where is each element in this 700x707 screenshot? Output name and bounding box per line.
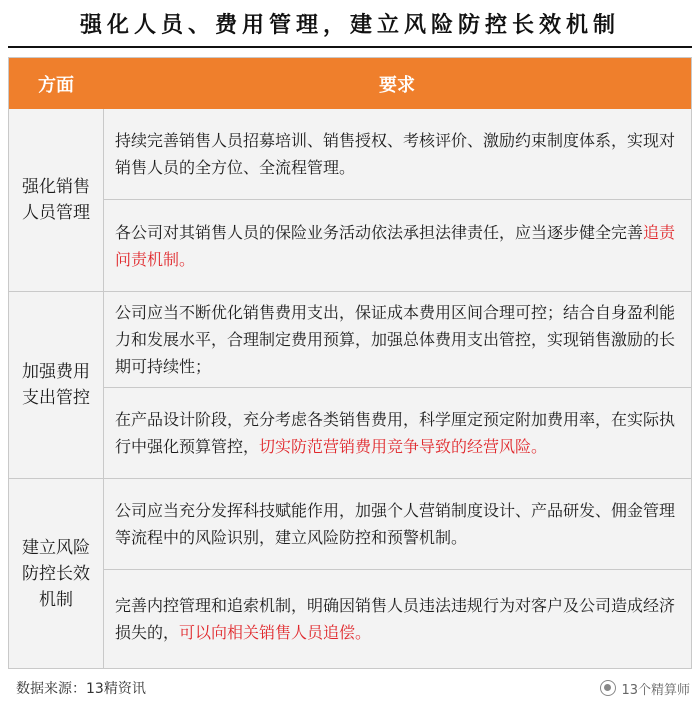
requirement-text: 公司应当充分发挥科技赋能作用，加强个人营销制度设计、产品研发、佣金管理等流程中的风险识别，建立风险防控和预警机制。 xyxy=(115,501,676,547)
requirement-text: 在产品设计阶段，充分考虑各类销售费用，科学厘定预定附加费用率，在实际执行中强化预算管控， xyxy=(115,410,676,456)
brand-watermark xyxy=(600,673,690,703)
requirement-text: 公司应当不断优化销售费用支出，保证成本费用区间合理可控；结合自身盈利能力和发展水平，合理制定费用预算，加强总体费用支出管控，实现销售激励的长期可持续性； xyxy=(115,303,676,376)
requirements-table xyxy=(8,57,692,669)
requirement-text: 持续完善销售人员招募培训、销售授权、考核评价、激励约束制度体系，实现对销售人员的全方位、全流程管理。 xyxy=(115,131,676,177)
title-underline xyxy=(8,46,692,48)
requirement-highlight: 追责问责机制。 xyxy=(115,222,676,269)
header-aspect: 方面 xyxy=(38,74,74,96)
requirement-highlight: 切实防范营销费用竞争导致的经营风险。 xyxy=(259,437,548,456)
aspect-cell-expense: 加强费用支出管控 xyxy=(22,362,90,408)
header-requirement: 要求 xyxy=(379,74,415,96)
requirement-text: 完善内控管理和追索机制，明确因销售人员违法违规行为对客户及公司造成经济损失的， xyxy=(115,596,676,642)
requirement-text: 各公司对其销售人员的保险业务活动依法承担法律责任，应当逐步健全完善 xyxy=(115,222,644,242)
weibo-icon xyxy=(600,680,616,696)
data-source: 数据来源：13精资讯 xyxy=(16,681,146,697)
requirement-cell xyxy=(103,109,691,199)
requirement-cell xyxy=(103,200,691,291)
aspect-cell-staff: 强化销售人员管理 xyxy=(22,177,90,223)
requirement-cell xyxy=(103,479,691,569)
requirement-cell xyxy=(103,570,691,668)
requirement-cell xyxy=(103,388,691,478)
table-header xyxy=(9,58,691,109)
aspect-cell-risk: 建立风险防控长效机制 xyxy=(22,537,90,610)
page-title: 强化人员、费用管理，建立风险防控长效机制 xyxy=(79,12,620,38)
requirement-highlight: 可以向相关销售人员追偿。 xyxy=(179,623,372,642)
brand-label: 13个精算师 xyxy=(621,682,690,698)
requirement-cell xyxy=(103,292,691,387)
